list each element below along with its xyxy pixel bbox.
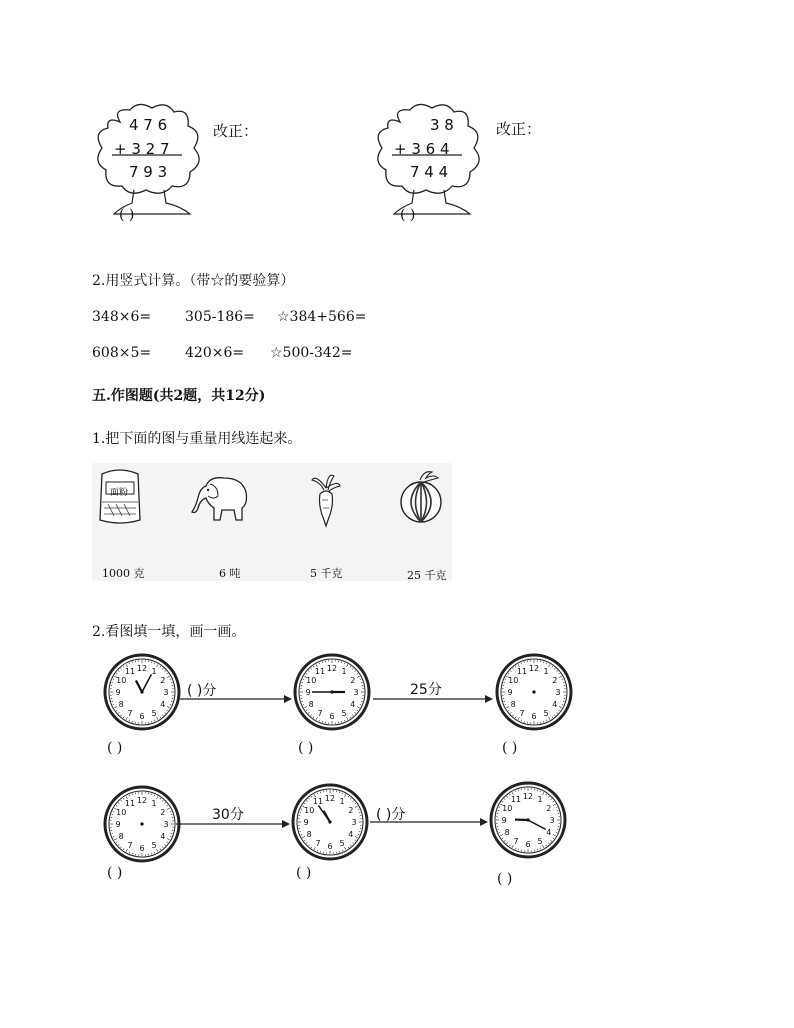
clock-number: 4 <box>348 830 354 839</box>
clock-number: 8 <box>118 832 124 841</box>
clock-number: 1 <box>151 799 157 809</box>
clock-number: 12 <box>528 664 540 673</box>
elephant-picture <box>188 472 252 524</box>
clock-number: 6 <box>139 712 145 721</box>
clock-number: 12 <box>136 664 148 673</box>
calc-item: 305-186= <box>185 309 255 325</box>
clock-number: 4 <box>160 700 166 709</box>
tree1-addend-mid: + 3 2 7 <box>114 140 170 158</box>
q2-heading: 2.看图填一填，画一画。 <box>92 624 246 640</box>
tree2-addend-mid: + 3 6 4 <box>394 140 450 158</box>
weight-label: 6 吨 <box>219 567 241 580</box>
clock-number: 11 <box>510 795 522 805</box>
clock-number: 12 <box>326 664 338 673</box>
clock-number: 1 <box>543 667 549 677</box>
clock-number: 4 <box>350 700 356 709</box>
clock-number: 2 <box>348 806 354 815</box>
clock-number: 1 <box>339 797 345 807</box>
clock-number: 6 <box>531 712 537 721</box>
clock-number: 11 <box>312 797 324 807</box>
clock-number: 1 <box>341 667 347 677</box>
clock-number: 7 <box>513 836 519 846</box>
tree2-sum: 7 4 4 <box>410 163 449 181</box>
clock-number: 2 <box>546 804 552 813</box>
weight-label: 5 千克 <box>310 567 343 580</box>
clock-number: 2 <box>160 676 166 685</box>
clock-number: 4 <box>160 832 166 841</box>
calc-item: ☆384+566= <box>277 309 367 325</box>
clock-number: 2 <box>160 808 166 817</box>
clock-answer[interactable]: ( ) <box>296 865 312 881</box>
tree1-sum: 7 9 3 <box>129 163 168 181</box>
clock-number: 11 <box>124 667 136 677</box>
watermelon-picture <box>398 466 444 526</box>
flour-bag-label: 面粉 <box>110 488 129 498</box>
clock-number: 4 <box>552 700 558 709</box>
tree2-correction-label: 改正： <box>496 120 542 138</box>
clock-face <box>102 784 182 864</box>
clock-number: 9 <box>115 820 121 829</box>
clock-number: 3 <box>351 818 357 827</box>
clock-number: 6 <box>329 712 335 721</box>
clock-number: 7 <box>317 708 323 718</box>
clock-number: 9 <box>501 816 507 825</box>
clock-number: 1 <box>151 667 157 677</box>
arrow-4-label[interactable]: ( )分 <box>376 807 406 823</box>
clock-number: 5 <box>151 708 157 718</box>
radish-picture <box>306 470 346 530</box>
clock-face <box>494 652 574 732</box>
clock-number: 9 <box>303 818 309 827</box>
clock-number: 8 <box>118 700 124 709</box>
clock-number: 9 <box>507 688 513 697</box>
clock-number: 8 <box>308 700 314 709</box>
clock-number: 2 <box>552 676 558 685</box>
clock-number: 1 <box>537 795 543 805</box>
clock-number: 7 <box>519 708 525 718</box>
clock-face <box>102 652 182 732</box>
calc-item: 420×6= <box>185 345 245 361</box>
clock-number: 4 <box>546 828 552 837</box>
clock-number: 8 <box>504 828 510 837</box>
clock-number: 3 <box>555 688 561 697</box>
calc-heading: 2.用竖式计算。（带☆的要验算） <box>92 273 295 289</box>
clock-number: 10 <box>304 806 315 815</box>
clock-answer[interactable]: ( ) <box>107 865 123 881</box>
clock-number: 3 <box>353 688 359 697</box>
clock-answer[interactable]: ( ) <box>497 871 513 887</box>
calc-item: ☆500-342= <box>270 345 353 361</box>
q1-heading: 1.把下面的图与重量用线连起来。 <box>92 431 302 447</box>
clock-number: 3 <box>163 820 169 829</box>
clock-number: 9 <box>305 688 311 697</box>
clock-number: 12 <box>522 792 534 801</box>
clock-number: 10 <box>116 808 127 817</box>
tree1-correction-label: 改正： <box>213 122 259 140</box>
clock-number: 5 <box>151 840 157 850</box>
clock-number: 8 <box>510 700 516 709</box>
clock-number: 3 <box>549 816 555 825</box>
weight-label: 25 千克 <box>407 569 447 582</box>
clock-number: 6 <box>525 840 531 849</box>
clock-number: 7 <box>315 838 321 848</box>
clock-answer[interactable]: ( ) <box>502 740 518 756</box>
clock-number: 9 <box>115 688 121 697</box>
clock-number: 5 <box>339 838 345 848</box>
arrow-1-label[interactable]: ( )分 <box>187 683 217 699</box>
tree1-addend-top: 4 7 6 <box>129 116 168 134</box>
clock-number: 5 <box>537 836 543 846</box>
clock-face <box>290 782 370 862</box>
weight-label: 1000 克 <box>102 567 145 580</box>
tree2-addend-top: 3 8 <box>430 116 454 134</box>
clock-answer[interactable]: ( ) <box>298 740 314 756</box>
clock-number: 5 <box>341 708 347 718</box>
clock-number: 8 <box>306 830 312 839</box>
clock-number: 2 <box>350 676 356 685</box>
clock-number: 7 <box>127 840 133 850</box>
clock-number: 12 <box>324 794 336 803</box>
clock-number: 6 <box>327 842 333 851</box>
clock-number: 11 <box>516 667 528 677</box>
clock-number: 11 <box>314 667 326 677</box>
tree2-answer-paren[interactable]: ( ) <box>400 207 416 223</box>
clock-face <box>292 652 372 732</box>
clock-number: 10 <box>306 676 317 685</box>
clock-number: 10 <box>502 804 513 813</box>
clock-number: 11 <box>124 799 136 809</box>
clock-number: 10 <box>508 676 519 685</box>
tree1-answer-paren[interactable]: ( ) <box>119 207 135 223</box>
calc-item: 348×6= <box>92 309 152 325</box>
clock-number: 3 <box>163 688 169 697</box>
arrow-3-label: 30分 <box>212 807 244 823</box>
clock-number: 10 <box>116 676 127 685</box>
clock-face <box>488 780 568 860</box>
clock-number: 7 <box>127 708 133 718</box>
clock-number: 6 <box>139 844 145 853</box>
clock-number: 5 <box>543 708 549 718</box>
clock-answer[interactable]: ( ) <box>107 740 123 756</box>
section-heading: 五.作图题(共2题，共12分) <box>92 388 266 404</box>
clock-number: 12 <box>136 796 148 805</box>
arrow-2-label: 25分 <box>410 682 442 698</box>
calc-item: 608×5= <box>92 345 152 361</box>
